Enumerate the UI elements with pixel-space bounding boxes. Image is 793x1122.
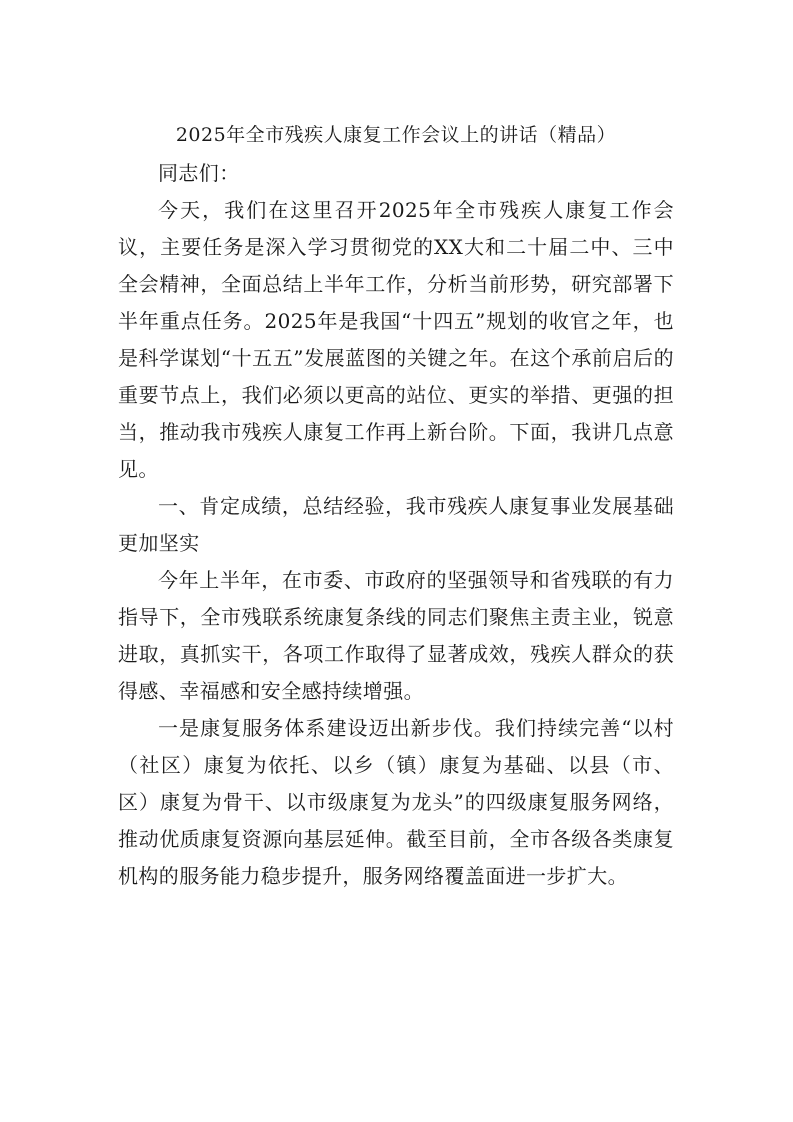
body-paragraph: 今年上半年，在市委、市政府的坚强领导和省残联的有力指导下，全市残联系统康复条线的同志们聚焦主责主业，锐意进取，真抓实干，各项工作取得了显著成效，残疾人群众的获得感、幸福感和安全感持续增强。 xyxy=(118,568,674,703)
section-heading: 一、肯定成绩，总结经验，我市残疾人康复事业发展基础更加坚实 xyxy=(118,494,674,555)
document-body xyxy=(118,155,674,895)
body-paragraph: 一是康复服务体系建设迈出新步伐。我们持续完善“以村（社区）康复为依托、以乡（镇）康复为基础、以县（市、区）康复为骨干、以市级康复为龙头”的四级康复服务网络，推动优质康复资源向基层延伸。截至目前，全市各级各类康复机构的服务能力稳步提升，服务网络覆盖面进一步扩大。 xyxy=(118,716,674,888)
body-paragraph: 今天，我们在这里召开2025年全市残疾人康复工作会议，主要任务是深入学习贯彻党的XX大和二十届二中、三中全会精神，全面总结上半年工作，分析当前形势，研究部署下半年重点任务。2025年是我国“十四五”规划的收官之年，也是科学谋划“十五五”发展蓝图的关键之年。在这个承前启后的重要节点上，我们必须以更高的站位、更实的举措、更强的担当，推动我市残疾人康复工作再上新台阶。下面，我讲几点意见。 xyxy=(118,198,674,481)
salutation-paragraph: 同志们： xyxy=(158,161,240,185)
document-title: 2025年全市残疾人康复工作会议上的讲话（精品） xyxy=(175,124,617,146)
